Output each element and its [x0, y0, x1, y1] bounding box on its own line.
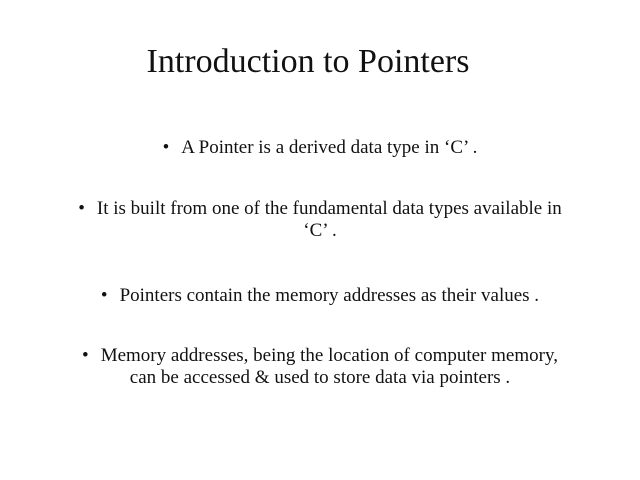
- bullet-3-line-1: Pointers contain the memory addresses as their values .: [119, 285, 540, 306]
- bullet-4: [20, 345, 620, 389]
- bullet-3: [0, 285, 640, 307]
- bullet-1-line-1: A Pointer is a derived data type in ‘C’ .: [181, 137, 478, 158]
- bullet-dot: •: [82, 345, 89, 366]
- slide-title: Introduction to Pointers: [146, 43, 470, 80]
- bullet-4-line-1: Memory addresses, being the location of computer memory,: [100, 345, 558, 366]
- bullet-2-line-2: ‘C’ .: [303, 220, 337, 241]
- bullet-2: [20, 198, 620, 242]
- bullet-4-line-2: can be accessed & used to store data via pointers .: [129, 367, 511, 388]
- bullet-2-line-1: It is built from one of the fundamental data types available in: [96, 198, 562, 219]
- bullet-dot: •: [162, 137, 170, 158]
- bullet-1: [0, 137, 640, 159]
- bullet-dot: •: [100, 285, 108, 306]
- bullet-dot: •: [78, 198, 85, 219]
